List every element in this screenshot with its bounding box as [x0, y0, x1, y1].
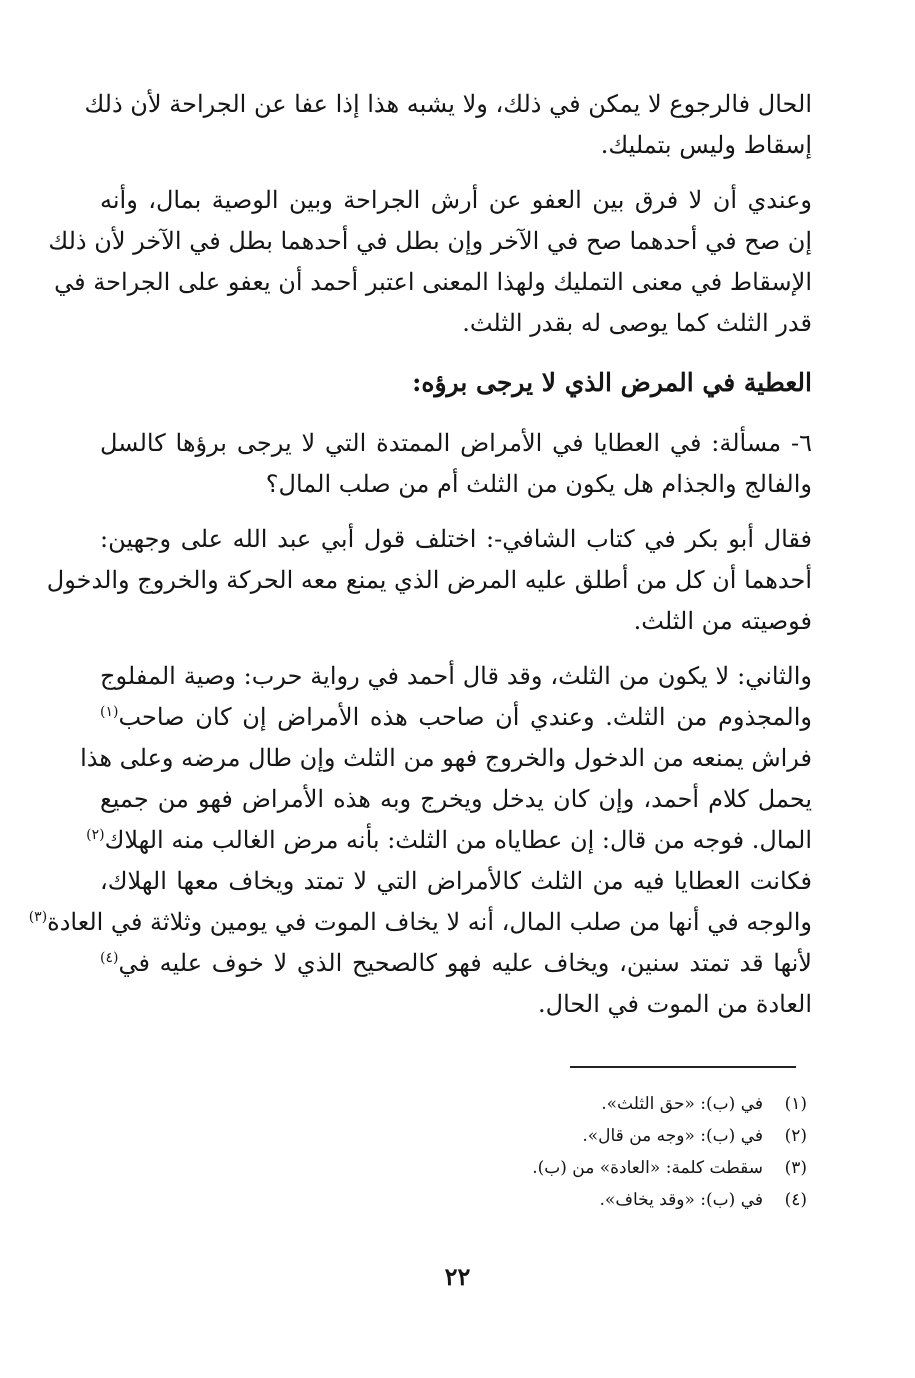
text-line: والفالج والجذام هل يكون من الثلث أم من صلب المال؟ — [265, 470, 812, 498]
text-line-content: المال. فوجه من قال: إن عطاياه من الثلث: بأنه مرض الغالب منه الهلاك — [104, 826, 812, 854]
footnote-text: في (ب): «وقد يخاف». — [599, 1190, 763, 1210]
footnote-marker: (٣) — [28, 909, 48, 925]
text-line: أحدهما أن كل من أطلق عليه المرض الذي يمنع معه الحركة والخروج والدخول — [46, 566, 812, 594]
footnote-number: (٤) — [784, 1190, 807, 1210]
footnote — [387, 1088, 807, 1120]
text-line — [100, 943, 812, 984]
footnote — [387, 1152, 807, 1184]
text-line: فوصيته من الثلث. — [633, 607, 812, 635]
text-line — [100, 697, 812, 738]
text-line: الإسقاط في معنى التمليك ولهذا المعنى اعتبر أحمد أن يعفو على الجراحة في — [54, 268, 812, 296]
page-body — [28, 84, 812, 1039]
paragraph-1 — [84, 84, 812, 166]
text-line — [28, 902, 812, 943]
footnote-separator — [570, 1066, 796, 1068]
footnote-text: في (ب): «وجه من قال». — [582, 1126, 763, 1146]
text-line: إسقاط وليس بتمليك. — [600, 131, 812, 159]
text-line: فراش يمنعه من الدخول والخروج فهو من الثلث وإن طال مرضه وعلى هذا — [80, 744, 812, 772]
text-line: يحمل كلام أحمد، وإن كان يدخل ويخرج وبه هذه الأمراض فهو من جميع — [100, 785, 812, 813]
text-line-content: والوجه في أنها من صلب المال، أنه لا يخاف الموت في يومين وثلاثة في العادة — [47, 908, 812, 936]
footnote — [387, 1184, 807, 1216]
text-line: قدر الثلث كما يوصى له بقدر الثلث. — [462, 309, 812, 337]
footnote-number: (٣) — [784, 1158, 807, 1178]
text-line: فقال أبو بكر في كتاب الشافي-: اختلف قول أبي عبد الله على وجهين: — [100, 525, 812, 553]
footnote-text: سقطت كلمة: «العادة» من (ب). — [532, 1158, 763, 1178]
text-line: العادة من الموت في الحال. — [538, 990, 812, 1018]
paragraph-5 — [28, 656, 812, 1025]
footnote-marker: (٢) — [86, 827, 105, 843]
section-heading: العطية في المرض الذي لا يرجى برؤه: — [412, 368, 812, 397]
text-line: إن صح في أحدهما صح في الآخر وإن بطل في أحدهما بطل في الآخر لأن ذلك — [48, 227, 812, 255]
text-line-content: والمجذوم من الثلث. وعندي أن صاحب هذه الأمراض إن كان صاحب — [118, 703, 812, 731]
paragraph-3 — [100, 423, 812, 505]
footnote-marker: (٤) — [100, 950, 119, 966]
footnote-number: (٢) — [784, 1126, 807, 1146]
text-line: الحال فالرجوع لا يمكن في ذلك، ولا يشبه هذا إذا عفا عن الجراحة لأن ذلك — [84, 90, 812, 118]
text-line: وعندي أن لا فرق بين العفو عن أرش الجراحة وبين الوصية بمال، وأنه — [100, 186, 812, 214]
paragraph-4 — [46, 519, 812, 642]
text-line-content: لأنها قد تمتد سنين، ويخاف عليه فهو كالصحيح الذي لا خوف عليه في — [118, 949, 812, 977]
footnotes — [387, 1088, 807, 1216]
page-number: ٢٢ — [444, 1262, 471, 1291]
paragraph-2 — [48, 180, 812, 344]
text-line: فكانت العطايا فيه من الثلث كالأمراض التي لا تمتد ويخاف معها الهلاك، — [100, 867, 812, 895]
text-line — [86, 820, 812, 861]
text-line: والثاني: لا يكون من الثلث، وقد قال أحمد في رواية حرب: وصية المفلوج — [100, 662, 812, 690]
text-line: ٦- مسألة: في العطايا في الأمراض الممتدة التي لا يرجى برؤها كالسل — [100, 429, 812, 457]
footnote — [387, 1120, 807, 1152]
footnote-text: في (ب): «حق الثلث». — [601, 1094, 763, 1114]
footnote-marker: (١) — [100, 704, 119, 720]
footnote-number: (١) — [784, 1094, 807, 1114]
